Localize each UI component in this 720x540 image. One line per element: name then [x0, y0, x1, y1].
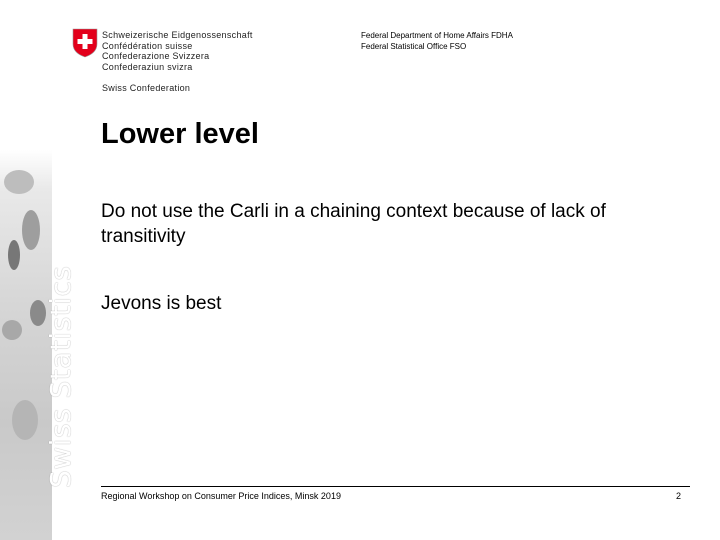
confederation-line-rm: Confederaziun svizra — [102, 61, 193, 72]
confederation-line-it: Confederazione Svizzera — [102, 51, 210, 61]
slide-title: Lower level — [101, 118, 259, 150]
footer-divider — [101, 486, 690, 487]
slide-paragraph-2: Jevons is best — [101, 293, 222, 314]
confederation-line-fr: Confédération suisse — [102, 40, 193, 51]
page-number: 2 — [676, 491, 682, 501]
confederation-names — [102, 30, 253, 72]
sidebar-brand-text: Swiss Statistics — [44, 265, 77, 488]
office-name: Federal Statistical Office FSO — [361, 41, 467, 51]
department-name: Federal Department of Home Affairs FDHA — [361, 31, 513, 40]
slide-paragraph-1: Do not use the Carli in a chaining context because of lack of transitivity — [101, 201, 606, 247]
swiss-cross-logo — [72, 28, 98, 58]
department-info — [361, 31, 513, 52]
footer-text: Regional Workshop on Consumer Price Indices, Minsk 2019 — [101, 491, 341, 501]
confederation-line-en: Swiss Confederation — [102, 83, 191, 93]
confederation-line-de: Schweizerische Eidgenossenschaft — [102, 30, 253, 40]
